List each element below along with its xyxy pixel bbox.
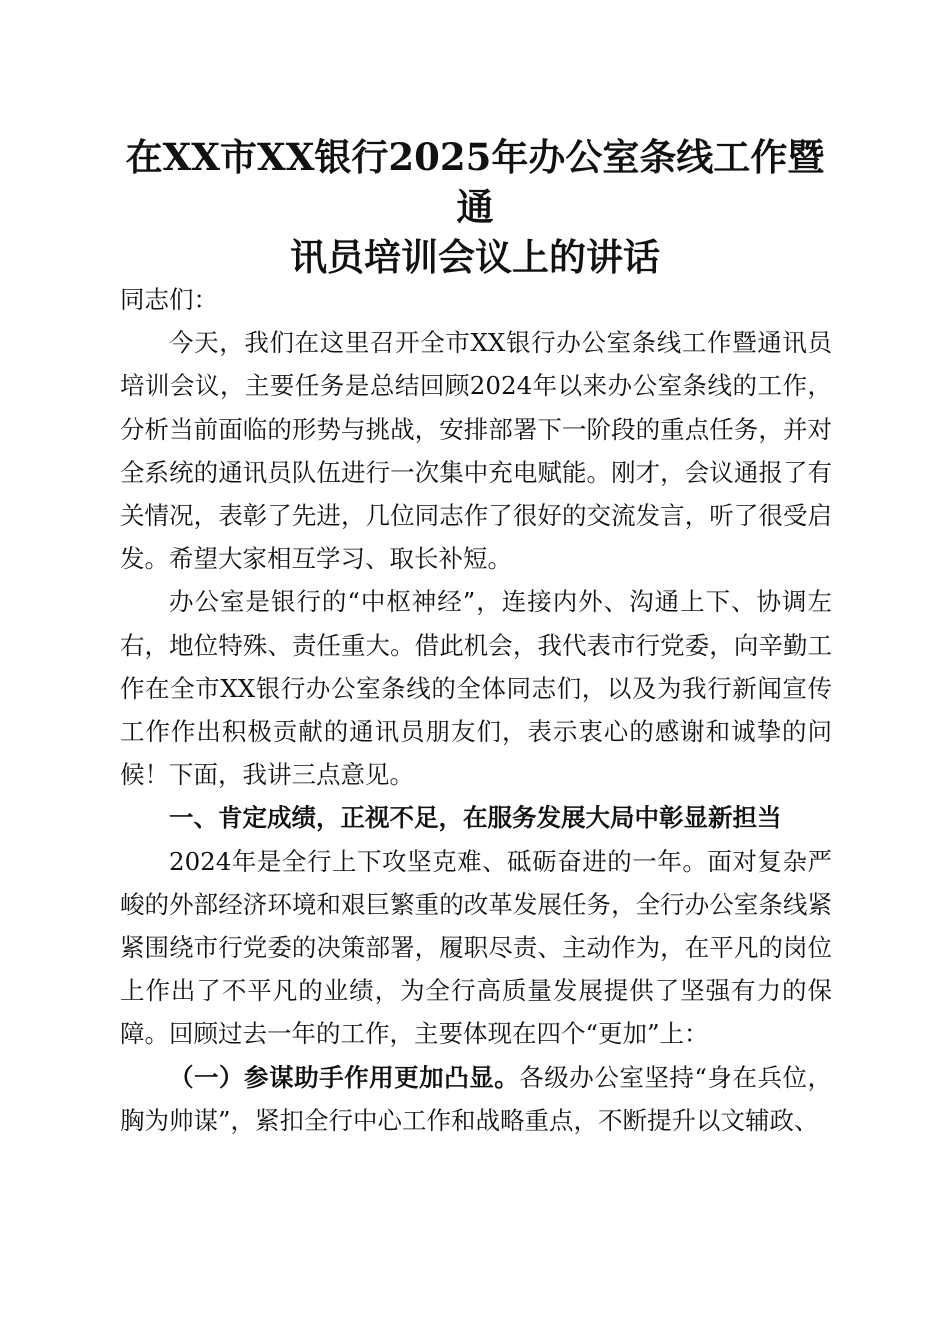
subsection-text-1: 各级办公室坚持“身在兵位，胸为帅谋”，紧扣全行中心工作和战略重点，不断提升以文辅政、	[120, 1062, 833, 1135]
speech-body	[120, 278, 832, 1142]
paragraph-opening: 今天，我们在这里召开全市XX银行办公室条线工作暨通讯员培训会议，主要任务是总结回顾2024年以来办公室条线的工作，分析当前面临的形势与挑战，安排部署下一阶段的重点任务，并对全系统的通讯员队伍进行一次集中充电赋能。刚才，会议通报了有关情况，表彰了先进，几位同志作了很好的交流发言，听了很受启发。希望大家相互学习、取长补短。	[120, 328, 832, 574]
title-line-2: 讯员培训会议上的讲话	[290, 235, 660, 279]
paragraph-subsection-1	[120, 1056, 832, 1142]
document-title	[110, 132, 840, 282]
title-line-1: 在XX市XX银行2025年办公室条线工作暨通	[125, 135, 825, 229]
section-heading-1: 一、肯定成绩，正视不足，在服务发展大局中彰显新担当	[169, 803, 782, 833]
salutation: 同志们：	[120, 285, 218, 314]
paragraph-2024-review: 2024年是全行上下攻坚克难、砥砺奋进的一年。面对复杂严峻的外部经济环境和艰巨繁重的改革发展任务，全行办公室条线紧紧围绕市行党委的决策部署，履职尽责、主动作为，在平凡的岗位上作出了不平凡的业绩，为全行高质量发展提供了坚强有力的保障。回顾过去一年的工作，主要体现在四个“更加”上：	[120, 846, 832, 1049]
subsection-label-1: （一）参谋助手作用更加凸显。	[169, 1062, 520, 1092]
paragraph-office-role: 办公室是银行的“中枢神经”，连接内外、沟通上下、协调左右，地位特殊、责任重大。借此机会，我代表市行党委，向辛勤工作在全市XX银行办公室条线的全体同志们，以及为我行新闻宣传工作作出积极贡献的通讯员朋友们，表示衷心的感谢和诚挚的问候！下面，我讲三点意见。	[120, 587, 832, 790]
